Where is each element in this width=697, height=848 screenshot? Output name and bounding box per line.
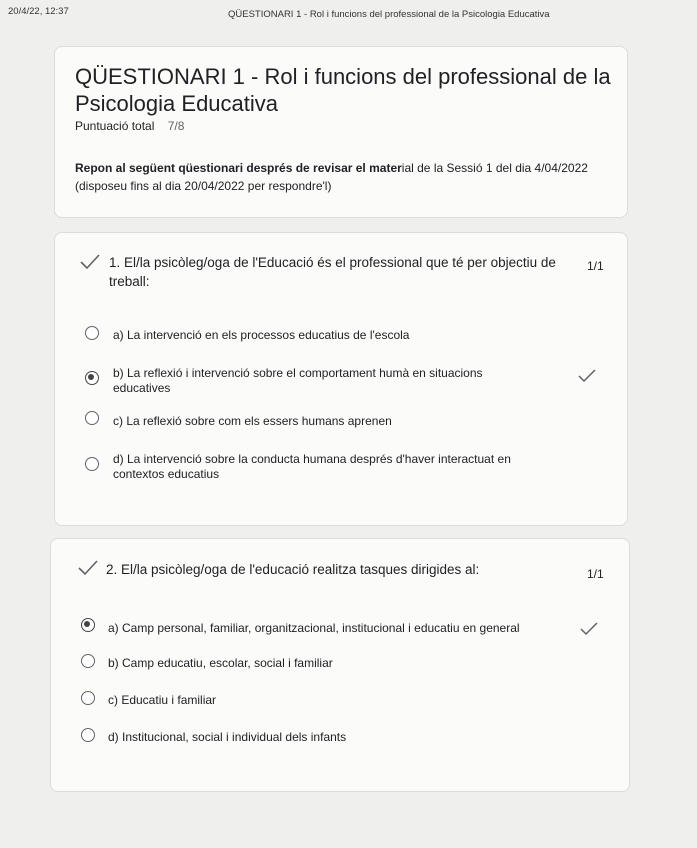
question-text: 2. El/la psicòleg/oga de l'educació realitza tasques dirigides al: <box>106 562 480 577</box>
radio-button-selected[interactable] <box>81 618 95 632</box>
radio-button[interactable] <box>81 654 95 668</box>
option-label: a) La intervenció en els processos educatius de l'escola <box>113 328 410 342</box>
checkmark-icon <box>577 368 597 384</box>
score-value: 7/8 <box>167 119 185 133</box>
radio-button[interactable] <box>81 728 95 742</box>
form-description <box>75 159 615 195</box>
form-header-card <box>54 46 628 218</box>
option-label: d) La intervenció sobre la conducta humana després d'haver interactuat en contextos educatius <box>113 452 511 481</box>
radio-button[interactable] <box>85 326 99 340</box>
option-label: d) Institucional, social i individual dels infants <box>108 730 347 744</box>
radio-button[interactable] <box>85 411 99 425</box>
print-doc-title: QÜESTIONARI 1 - Rol i funcions del professional de la Psicologia Educativa <box>228 9 550 20</box>
description-rest: ial de la Sessió 1 del dia 4/04/2022 (disposeu fins al dia 20/04/2022 per respondre'l) <box>75 161 588 193</box>
description-bold: Repon al següent qüestionari després de revisar el mater <box>75 161 402 175</box>
question-points: 1/1 <box>587 259 604 273</box>
radio-button[interactable] <box>81 691 95 705</box>
radio-button-selected[interactable] <box>85 371 99 385</box>
score-label: Puntuació total <box>75 119 155 133</box>
total-score <box>75 119 184 133</box>
question-card-1 <box>54 232 628 526</box>
question-text: 1. El/la psicòleg/oga de l'Educació és el professional que té per objectiu de treball: <box>109 255 556 289</box>
option-label: b) La reflexió i intervenció sobre el comportament humà en situacions educatives <box>113 366 483 395</box>
option-label: b) Camp educatiu, escolar, social i familiar <box>108 656 333 670</box>
checkmark-icon <box>79 253 101 271</box>
question-card-2 <box>50 538 630 792</box>
option-label: a) Camp personal, familiar, organitzacional, institucional i educatiu en general <box>108 621 520 635</box>
checkmark-icon <box>77 559 99 577</box>
print-date: 20/4/22, 12:37 <box>8 6 69 17</box>
question-points: 1/1 <box>587 567 604 581</box>
checkmark-icon <box>579 621 599 637</box>
form-title: QÜESTIONARI 1 - Rol i funcions del professional de la Psicologia Educativa <box>75 64 611 116</box>
print-header <box>0 6 697 22</box>
option-label: c) Educatiu i familiar <box>108 693 217 707</box>
option-label: c) La reflexió sobre com els essers humans aprenen <box>113 414 392 428</box>
radio-button[interactable] <box>85 457 99 471</box>
